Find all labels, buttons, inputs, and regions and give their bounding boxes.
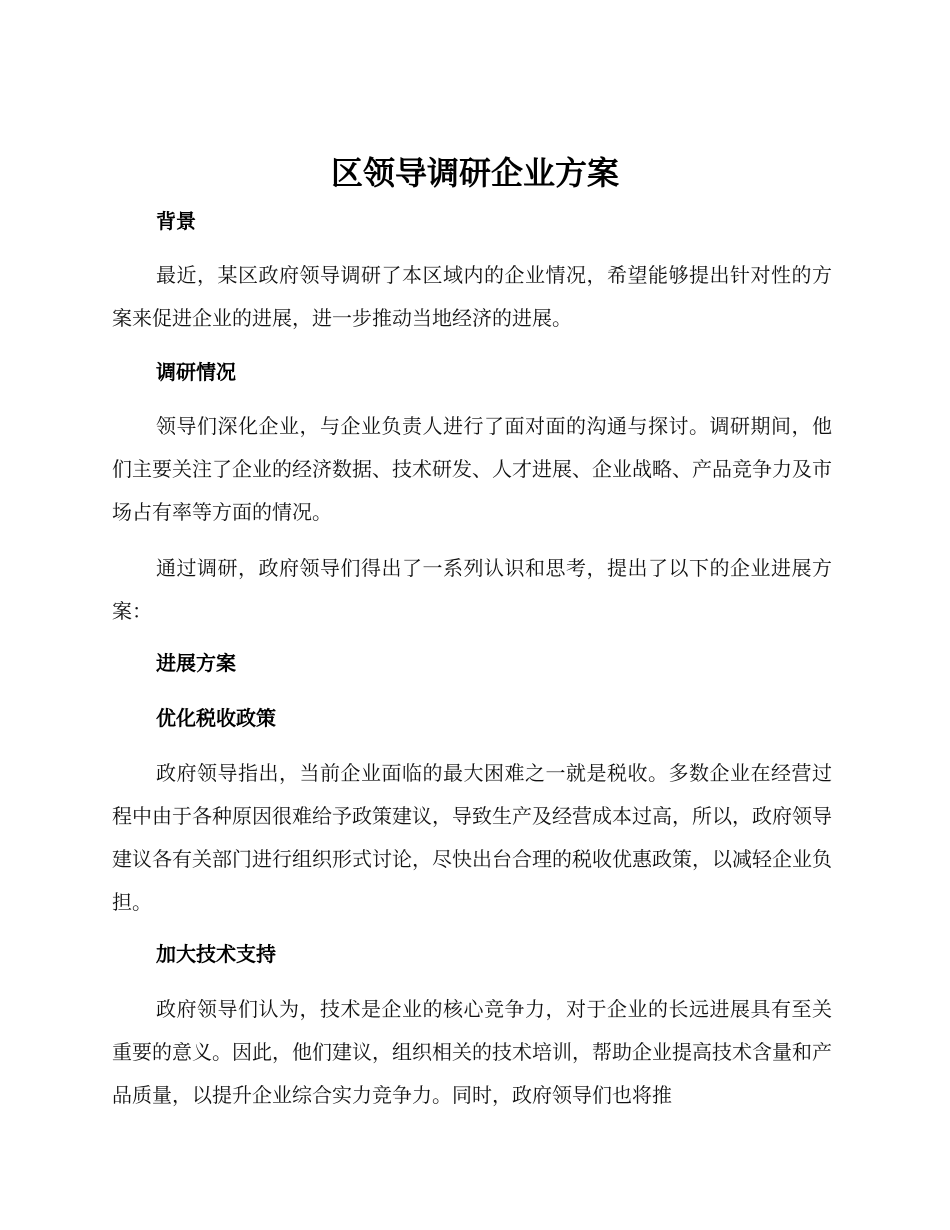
paragraph-tax: 政府领导指出，当前企业面临的最大困难之一就是税收。多数企业在经营过程中由于各种原因很难给予政策建议，导致生产及经营成本过高，所以，政府领导建议各有关部门进行组织形式讨论，尽快出台合理的税收优惠政策，以减轻企业负担。 [112, 761, 832, 914]
section-heading-technology: 加大技术支持 [156, 942, 276, 966]
section-heading-background: 背景 [156, 209, 196, 233]
section-heading-research: 调研情况 [156, 360, 236, 384]
page-title: 区领导调研企业方案 [330, 154, 619, 192]
section-heading-plan: 进展方案 [156, 651, 236, 675]
paragraph-background: 最近，某区政府领导调研了本区域内的企业情况，希望能够提出针对性的方案来促进企业的进展，进一步推动当地经济的进展。 [112, 263, 832, 330]
paragraph-research-details: 领导们深化企业，与企业负责人进行了面对面的沟通与探讨。调研期间，他们主要关注了企业的经济数据、技术研发、人才进展、企业战略、产品竞争力及市场占有率等方面的情况。 [112, 414, 832, 524]
paragraph-technology: 政府领导们认为，技术是企业的核心竞争力，对于企业的长远进展具有至关重要的意义。因此，他们建议，组织相关的技术培训，帮助企业提高技术含量和产品质量，以提升企业综合实力竞争力。同时，政府领导们也将推 [112, 997, 832, 1107]
section-heading-tax: 优化税收政策 [156, 706, 276, 730]
paragraph-research-conclusion: 通过调研，政府领导们得出了一系列认识和思考，提出了以下的企业进展方案： [112, 556, 832, 623]
